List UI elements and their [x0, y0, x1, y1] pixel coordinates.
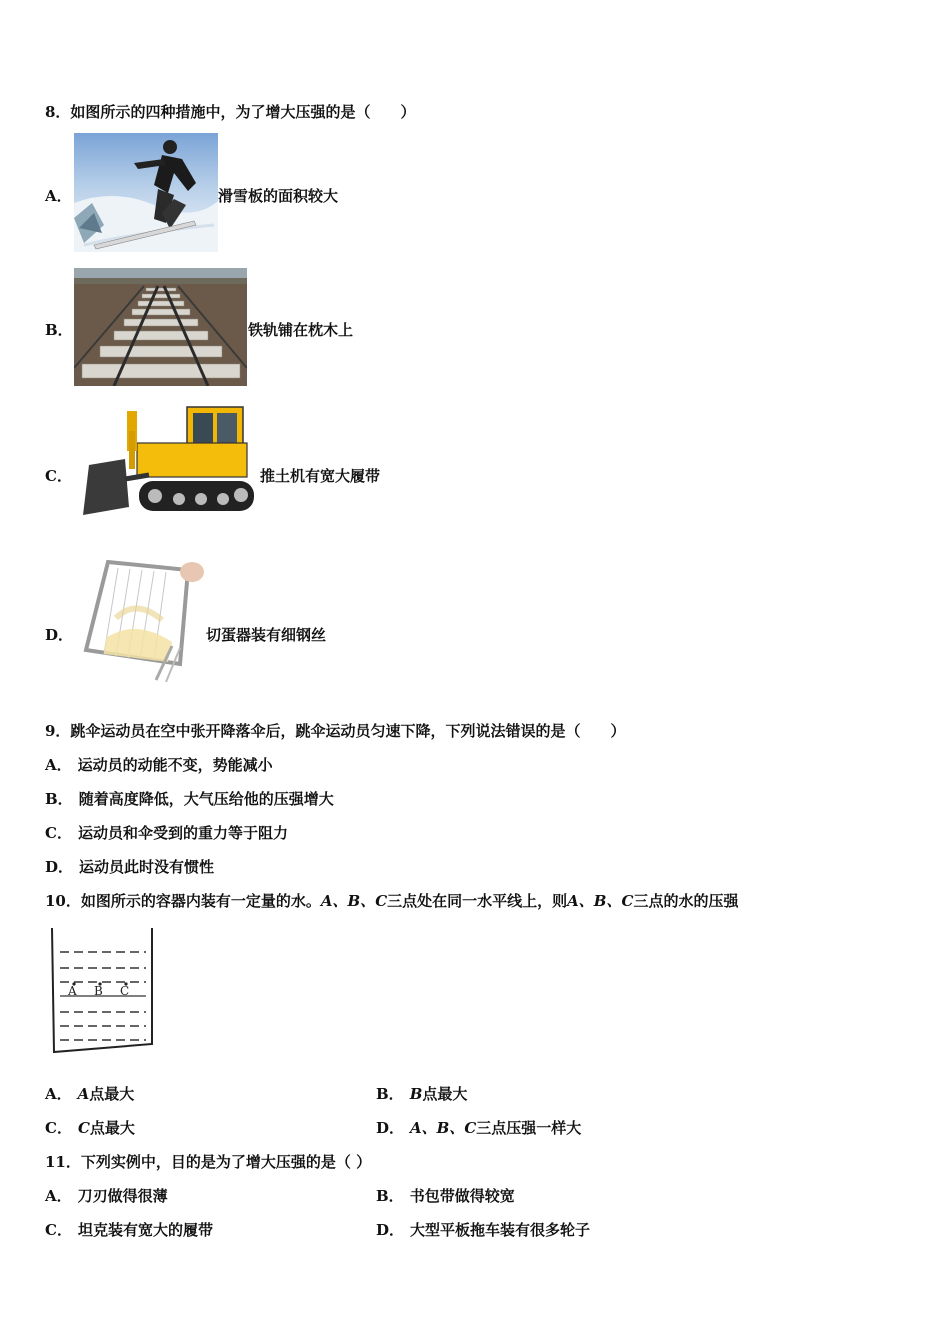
railway-track-image — [74, 268, 247, 386]
q8-option-c-text: 推土机有宽大履带 — [260, 467, 381, 485]
q9-option-d: D． 运动员此时没有惯性 — [45, 858, 215, 876]
question-8-stem: 8．如图所示的四种措施中，为了增大压强的是（ ） — [45, 103, 416, 121]
question-11-stem: 11．下列实例中，目的是为了增大压强的是（ ） — [45, 1153, 372, 1171]
q8-option-a-letter: A． — [45, 187, 72, 205]
q8-option-d-letter: D． — [45, 626, 74, 644]
water-container-figure — [48, 926, 158, 1058]
q11-option-d: D． 大型平板拖车装有很多轮子 — [376, 1221, 591, 1239]
q11-option-b: B． 书包带做得较宽 — [376, 1187, 515, 1205]
q9-option-c: C． 运动员和伞受到的重力等于阻力 — [45, 824, 288, 842]
q10-option-c: C． C点最大 — [45, 1119, 135, 1137]
figure-label-b: B — [94, 984, 103, 998]
figure-label-c: C — [120, 984, 130, 998]
q9-option-b: B． 随着高度降低，大气压给他的压强增大 — [45, 790, 334, 808]
q10-option-a: A． A点最大 — [45, 1085, 135, 1103]
q10-option-b: B． B点最大 — [376, 1085, 468, 1103]
egg-slicer-image — [76, 558, 206, 682]
q8-option-b-text: 铁轨铺在枕木上 — [248, 321, 354, 339]
skier-image — [74, 133, 218, 252]
q8-option-d-text: 切蛋器装有细钢丝 — [206, 626, 327, 644]
figure-label-a: A — [68, 984, 77, 998]
bulldozer-image — [79, 403, 259, 521]
q9-option-a: A． 运动员的动能不变，势能减小 — [45, 756, 273, 774]
q8-option-c-letter: C． — [45, 467, 72, 485]
q11-option-a: A． 刀刃做得很薄 — [45, 1187, 168, 1205]
q8-option-b-letter: B． — [45, 321, 73, 339]
q10-option-d: D． A、B、C三点压强一样大 — [376, 1119, 582, 1137]
question-10-stem: 10．如图所示的容器内装有一定量的水。A、B、C三点处在同一水平线上，则A、B、C三点的水的压强 — [45, 892, 739, 910]
question-9-stem: 9．跳伞运动员在空中张开降落伞后，跳伞运动员匀速下降，下列说法错误的是（ ） — [45, 722, 626, 740]
q11-option-c: C． 坦克装有宽大的履带 — [45, 1221, 213, 1239]
q8-option-a-text: 滑雪板的面积较大 — [218, 187, 339, 205]
